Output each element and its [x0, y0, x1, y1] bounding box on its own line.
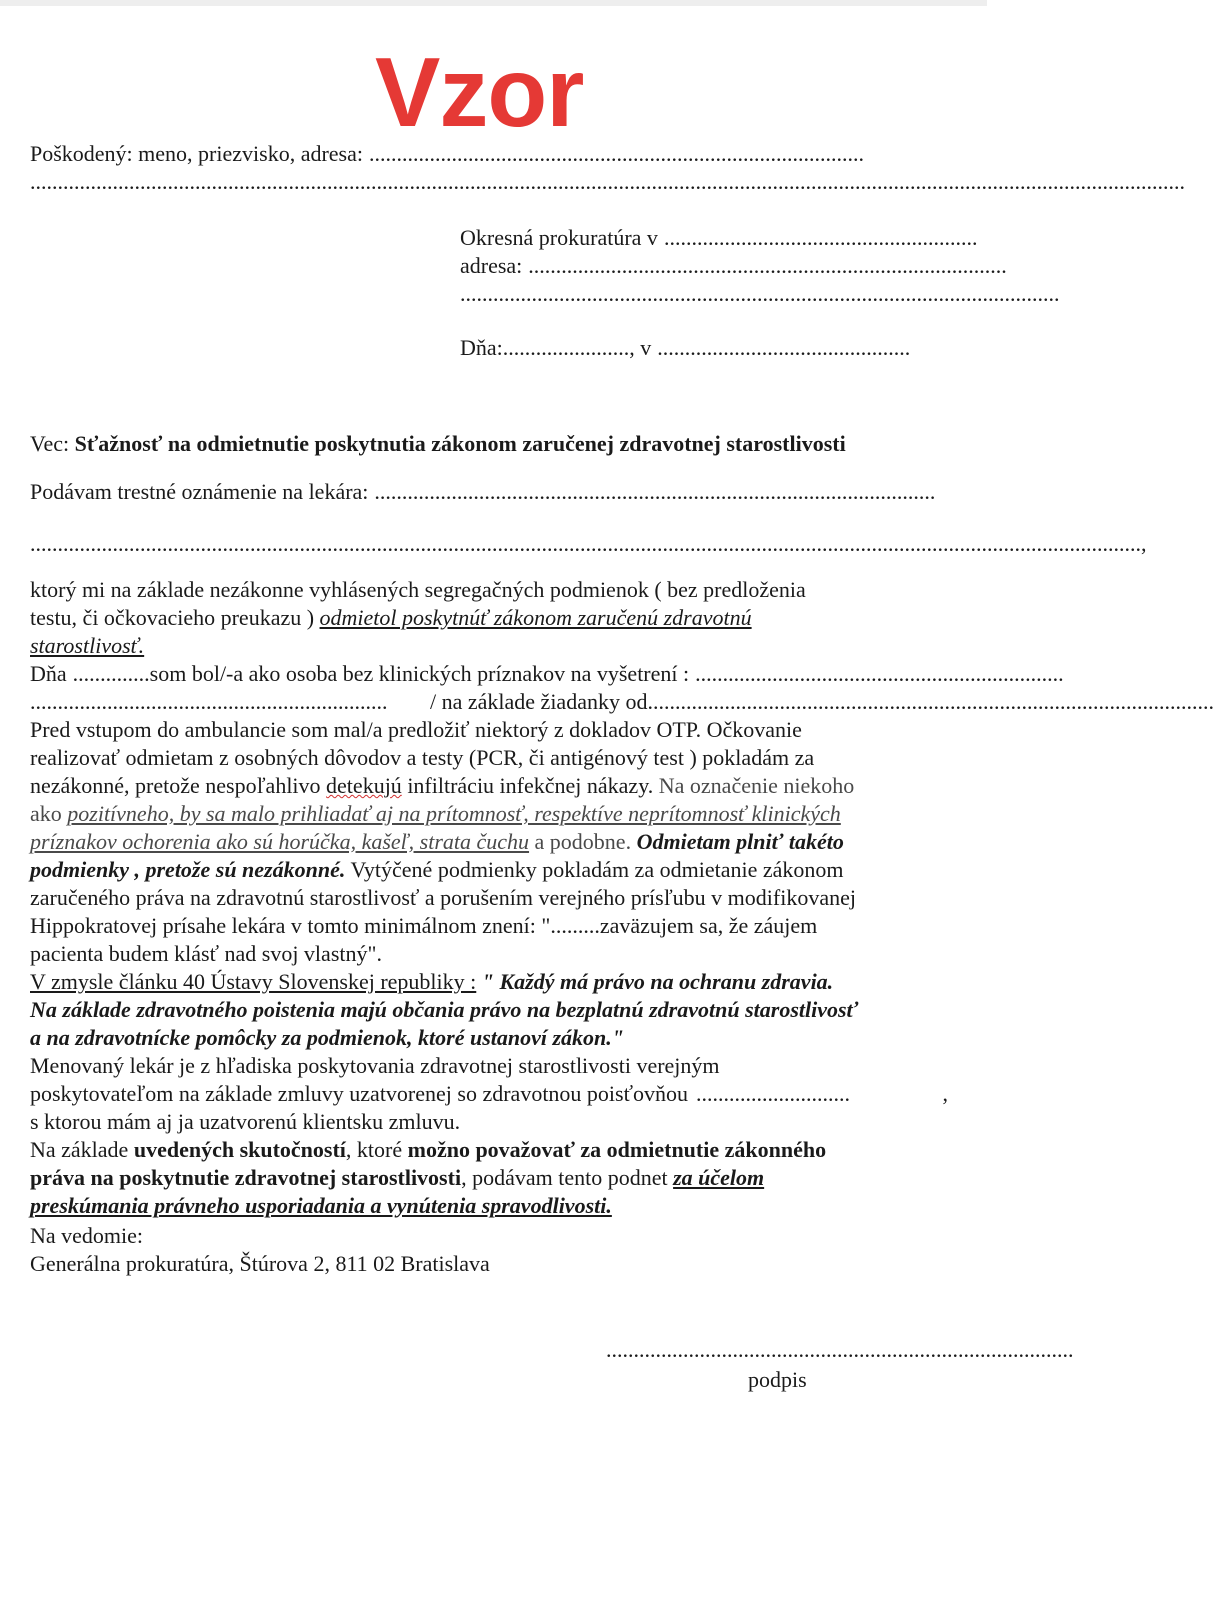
intro-comma: ,	[1141, 531, 1147, 556]
body-l2-emphasis: odmietol poskytnúť zákonom zaručenú zdravotnú	[319, 605, 752, 630]
body-l10-text: a podobne.	[529, 829, 637, 854]
body-line-17: a na zdravotnícke pomôcky za podmienok, ktoré ustanoví zákon."	[30, 1025, 625, 1050]
body-l21-text2: , ktoré	[345, 1137, 408, 1162]
body-l4-dots1: ..............	[72, 661, 150, 686]
body-line-5	[30, 688, 1214, 716]
body-l5-dots2: .......................................................................................................	[647, 689, 1214, 714]
body-l15-quote: " Každý má právo na ochranu zdravia.	[476, 969, 834, 994]
date-place-line	[460, 334, 946, 362]
body-line-19	[30, 1080, 948, 1108]
intro-label: Podávam trestné oznámenie na lekára:	[30, 479, 369, 504]
intro-dots-line	[30, 530, 1147, 558]
body-line-10	[30, 828, 844, 856]
body-line-12: zaručeného práva na zdravotnú starostlivosť a porušením verejného prísľubu v modifikovanej	[30, 885, 856, 910]
body-line-21	[30, 1136, 826, 1164]
office-label: Okresná prokuratúra v	[460, 225, 658, 250]
sender-dots-line: ..................................................................................................................................................................................................................	[30, 169, 1185, 194]
body-line-2	[30, 604, 752, 632]
body-l9-emphasis: pozitívneho, by sa malo prihliadať aj na prítomnosť, respektíve neprítomnosť klinických	[67, 801, 841, 826]
subject-text: Sťažnosť na odmietnutie poskytnutia zákonom zaručenej zdravotnej starostlivosti	[74, 431, 846, 456]
cc-label: Na vedomie:	[30, 1223, 144, 1248]
body-line-16: Na základe zdravotného poistenia majú občania právo na bezplatnú zdravotnú starostlivosť	[30, 997, 859, 1022]
subject-label: Vec:	[30, 431, 70, 456]
body-l11-bold: podmienky , pretože sú nezákonné.	[30, 857, 346, 882]
body-l10-emphasis: príznakov ochorenia ako sú horúčka, kašeľ, strata čuchu	[30, 829, 530, 854]
body-line-9	[30, 800, 841, 828]
body-l9-text: ako	[30, 801, 68, 826]
intro-dots-2: ..........................................................................................................................................................................................................	[30, 531, 1141, 556]
body-l19-text: poskytovateľom na základe zmluvy uzatvorenej so zdravotnou poisťovňou	[30, 1081, 689, 1106]
address-label: adresa:	[460, 253, 523, 278]
cc-addressee: Generálna prokuratúra, Štúrova 2, 811 02 Bratislava	[30, 1251, 490, 1276]
address-dots: .......................................................................................	[528, 253, 1007, 278]
date-label: Dňa:	[460, 335, 503, 360]
body-l11-text: Vytýčené podmienky pokladám za odmietanie zákonom	[345, 857, 844, 882]
body-line-23: preskúmania právneho usporiadania a vynútenia spravodlivosti.	[30, 1193, 612, 1218]
body-l19-comma: ,	[942, 1081, 948, 1106]
signature-label: podpis	[748, 1367, 807, 1392]
address-dots-line: .............................................................................................................	[460, 281, 1060, 306]
body-l5-dots1: .................................................................	[30, 689, 388, 714]
body-l4-label: Dňa	[30, 661, 67, 686]
body-line-4	[30, 660, 1064, 688]
body-line-11	[30, 856, 843, 884]
body-l22-bold: práva na poskytnutie zdravotnej starostlivosti	[30, 1165, 462, 1190]
body-l21-bold: uvedených skutočností	[133, 1137, 346, 1162]
place-dots: ..............................................	[657, 335, 911, 360]
body-l4-dots2: ...................................................................	[695, 661, 1064, 686]
body-l21-text: Na základe	[30, 1137, 134, 1162]
body-line-8	[30, 772, 854, 800]
intro-line	[30, 478, 945, 506]
body-line-3: starostlivosť.	[30, 633, 145, 658]
body-line-13: Hippokratovej prísahe lekára v tomto minimálnom znení: ".........zaväzujem sa, že záujem	[30, 913, 818, 938]
recipient-address	[460, 252, 1007, 280]
body-l22-text: , podávam tento podnet	[461, 1165, 674, 1190]
body-l8-text2: infiltráciu infekčnej nákazy.	[401, 773, 654, 798]
body-line-20: s ktorou mám aj ja uzatvorenú klientsku zmluvu.	[30, 1109, 461, 1134]
body-line-1: ktorý mi na základe nezákonne vyhlásených segregačných podmienok ( bez predloženia	[30, 577, 806, 602]
body-l22-emphasis: za účelom	[673, 1165, 765, 1190]
place-separator: , v	[629, 335, 652, 360]
body-l10-bold: Odmietam plniť takéto	[636, 829, 844, 854]
top-border	[0, 0, 987, 6]
sender-label: Poškodený: meno, priezvisko, adresa:	[30, 141, 363, 166]
body-line-18: Menovaný lekár je z hľadiska poskytovania zdravotnej starostlivosti verejným	[30, 1053, 720, 1078]
body-l8-text: nezákonné, pretože nespoľahlivo	[30, 773, 327, 798]
body-l21-bold2: možno považovať za odmietnutie zákonného	[407, 1137, 827, 1162]
body-l19-dots: ............................	[696, 1081, 851, 1106]
body-line-15	[30, 968, 833, 996]
body-l8-text3: Na označenie niekoho	[653, 773, 855, 798]
body-line-22	[30, 1164, 764, 1192]
body-l2-text: testu, či očkovacieho preukazu )	[30, 605, 320, 630]
body-l5-text: / na základe žiadanky od	[430, 689, 648, 714]
recipient-office	[460, 224, 978, 252]
date-dots: .......................	[502, 335, 630, 360]
body-l4-text: som bol/-a ako osoba bez klinických príznakov na vyšetrení :	[149, 661, 690, 686]
body-l15-reference: V zmysle článku 40 Ústavy Slovenskej republiky :	[30, 969, 477, 994]
subject-line	[30, 430, 846, 458]
watermark-vzor: Vzor	[375, 37, 584, 147]
sender-line	[30, 140, 945, 168]
intro-dots: ......................................................................................................	[374, 479, 936, 504]
body-line-7: realizovať odmietam z osobných dôvodov a testy (PCR, či antigénový test ) pokladám za	[30, 745, 815, 770]
signature-dots: .....................................................................................	[606, 1337, 1074, 1362]
body-line-14: pacienta budem klásť nad svoj vlastný".	[30, 941, 382, 966]
body-l8-misspelled: detekujú	[326, 773, 402, 798]
sender-dots: ..........................................................................................	[369, 141, 864, 166]
body-line-6: Pred vstupom do ambulancie som mal/a predložiť niektorý z dokladov OTP. Očkovanie	[30, 717, 802, 742]
office-dots: .........................................................	[663, 225, 978, 250]
